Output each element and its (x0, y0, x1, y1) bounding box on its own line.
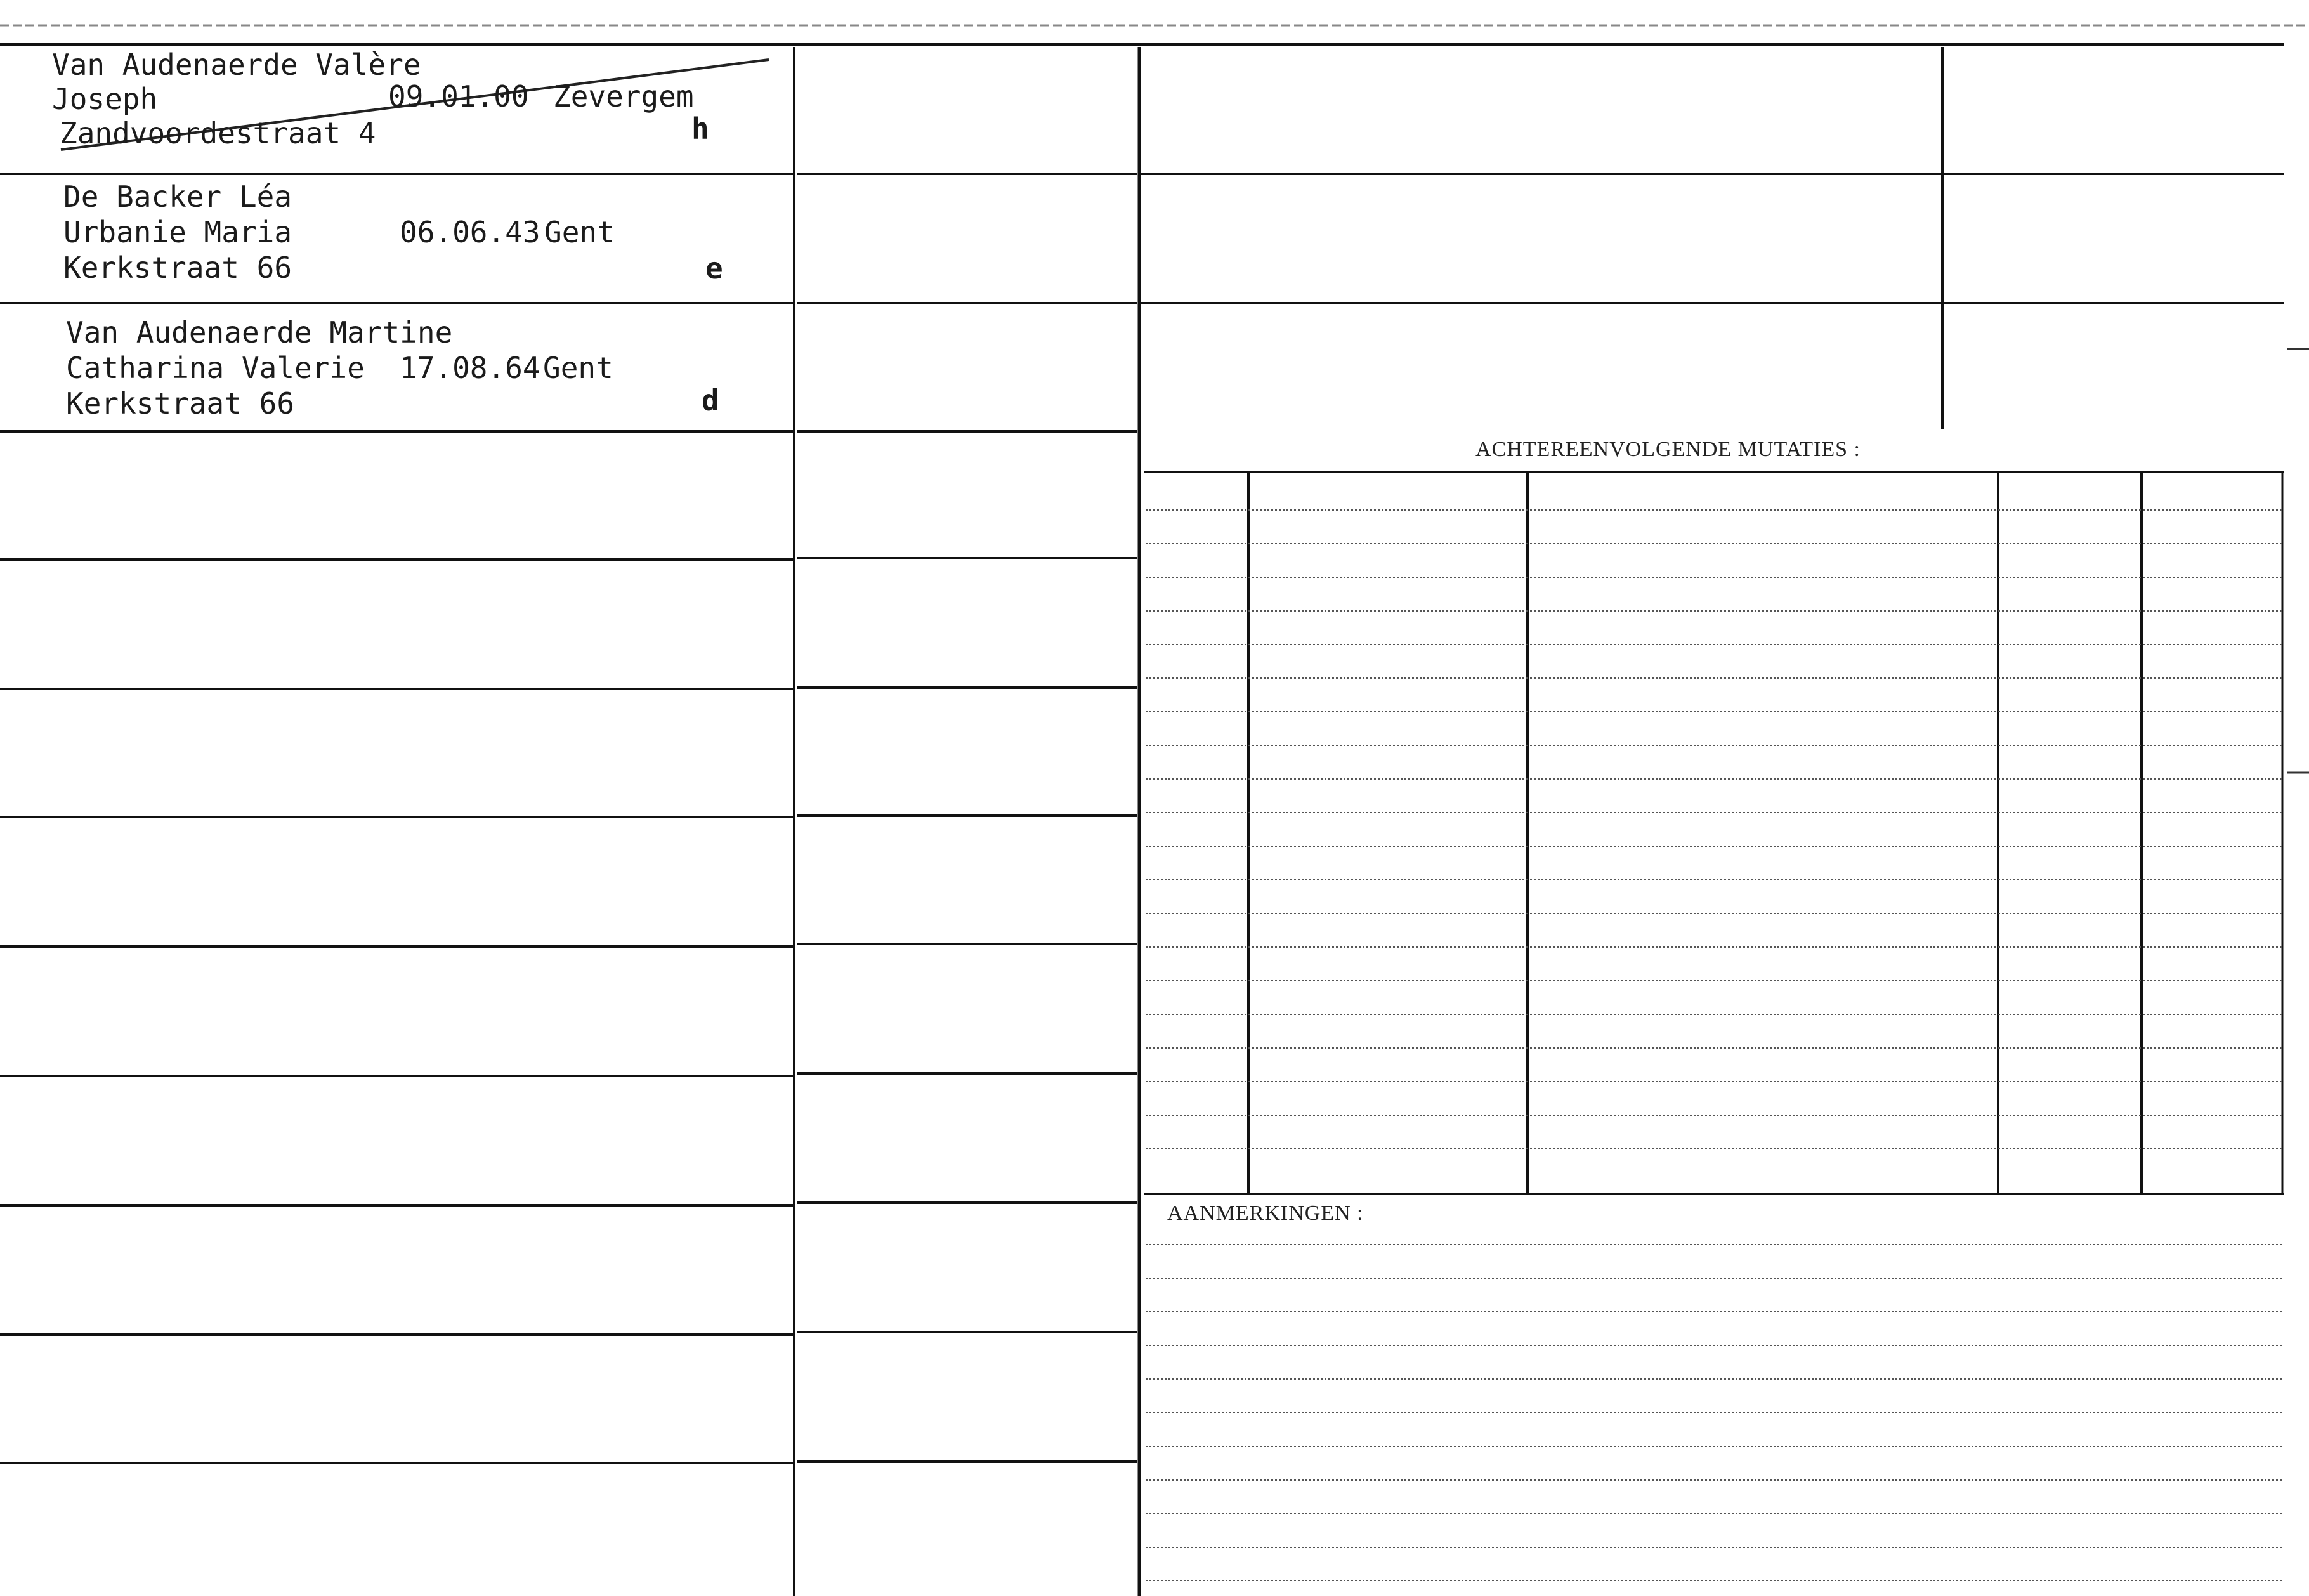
entry-3 (66, 315, 789, 429)
entry-3-letter: d (702, 383, 719, 417)
entry-3-place: Gent (543, 351, 613, 385)
entry-1-name: Van Audenaerde Valère (52, 48, 421, 82)
entry-1-given-names: Joseph (52, 82, 158, 116)
entry-1 (52, 47, 788, 167)
entry-3-address: Kerkstraat 66 (66, 386, 295, 421)
entry-2-address: Kerkstraat 66 (63, 251, 292, 285)
entry-3-given-names: Catharina Valerie (66, 351, 365, 385)
entry-2-place: Gent (544, 215, 615, 249)
entry-1-address: Zandvoordestraat 4 (60, 116, 376, 150)
entry-2-date: 06.06.43 (400, 215, 540, 249)
mutations-heading: ACHTEREENVOLGENDE MUTATIES : (1475, 438, 1861, 461)
entry-2 (63, 179, 787, 299)
entry-1-place: Zevergem (553, 79, 694, 114)
remarks-heading: AANMERKINGEN : (1167, 1201, 1364, 1225)
entry-3-date: 17.08.64 (400, 351, 540, 385)
entry-1-date: 09.01.00 (388, 79, 529, 114)
entry-2-name: De Backer Léa (63, 180, 292, 214)
entry-3-name: Van Audenaerde Martine (66, 315, 453, 350)
entry-2-letter: e (705, 251, 723, 285)
entry-1-letter: h (691, 112, 709, 146)
entry-2-given-names: Urbanie Maria (63, 215, 292, 249)
